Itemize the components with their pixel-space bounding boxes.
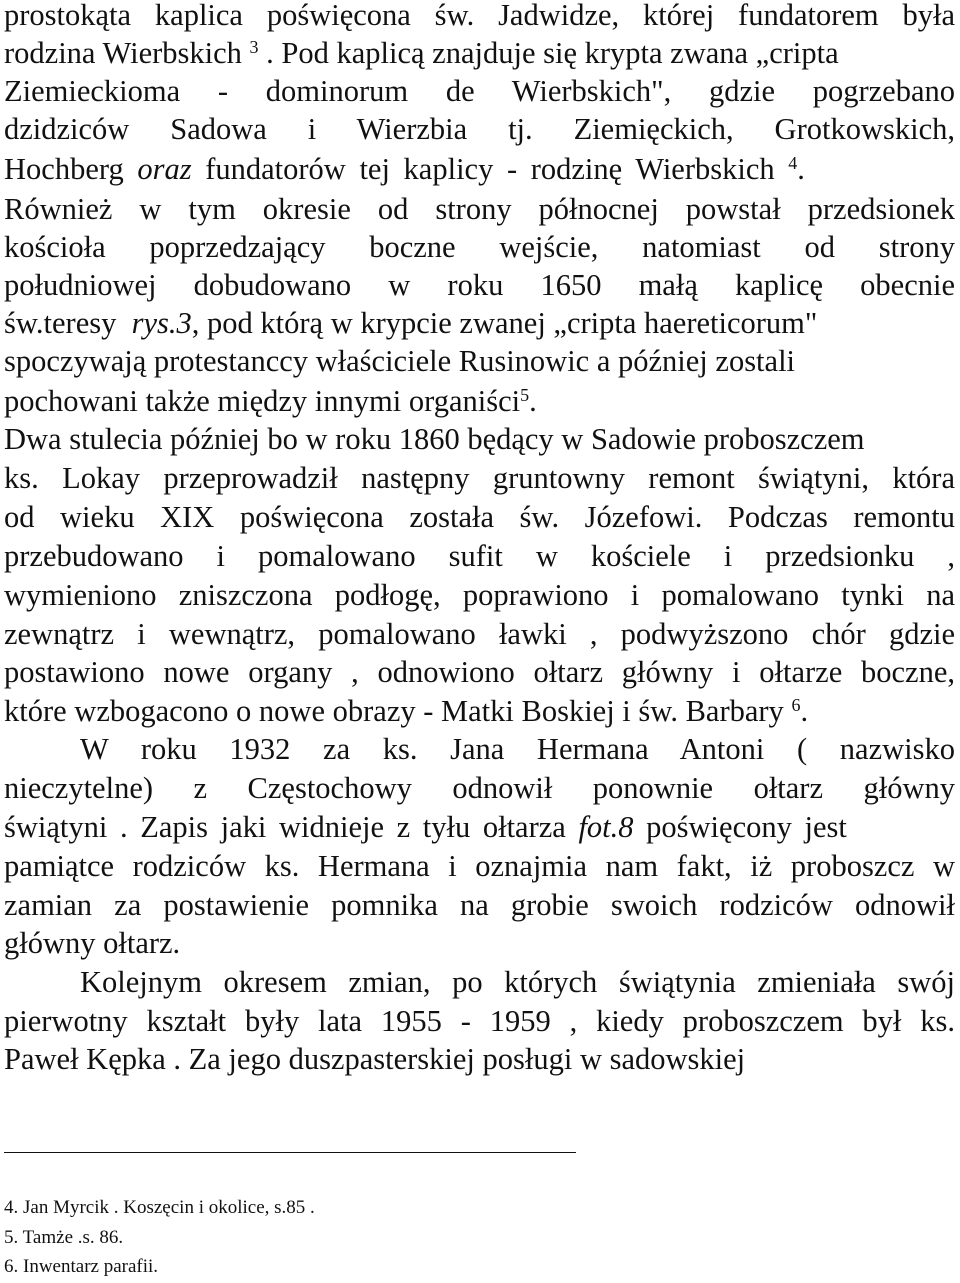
text-line-20: W roku 1932 za ks. Jana Hermana Antoni ( nazwisko (80, 732, 955, 766)
footnote-ref-4: 4 (788, 153, 798, 173)
text-line-24: zamian za postawienie pomnika na grobie swoich rodziców odnowił (4, 888, 955, 922)
text-line-6: Również w tym okresie od strony północnej powstał przedsionek (4, 192, 955, 226)
footnote-ref-3: 3 (249, 37, 259, 57)
text-line-8: południowej dobudowano w roku 1650 małą kaplicę obecnie (4, 268, 955, 302)
text-line-22: świątyni . Zapis jaki widnieje z tyłu ołtarza fot.8 poświęcony jest (4, 810, 847, 844)
text-line-19: które wzbogacono o nowe obrazy - Matki Boskiej i św. Barbary $^6$. (4, 694, 809, 728)
text-line-10: spoczywają protestanccy właściciele Rusinowic a później zostali (4, 344, 796, 378)
footnote-4: 4. Jan Myrcik . Koszęcin i okolice, s.85 . (4, 1197, 315, 1218)
footnote-6: 6. Inwentarz parafii. (4, 1256, 159, 1277)
text-line-12: Dwa stulecia później bo w roku 1860 będący w Sadowie proboszczem (4, 422, 865, 456)
text-line-2: rodzina Wierbskich $^3$ . Pod kaplicą znajduje się krypta zwana „cripta (4, 36, 839, 70)
text-line-23: pamiątce rodziców ks. Hermana i oznajmia nam fakt, iż proboszcz w (4, 849, 955, 883)
footnote-5: 5. Tamże .s. 86. (4, 1227, 124, 1248)
text-line-3: Ziemieckioma - dominorum de Wierbskich", gdzie pogrzebano (4, 74, 955, 108)
text-line-9: św.teresy rys.3, pod którą w krypcie zwanej „cripta haereticorum" (4, 306, 818, 340)
text-line-18: postawiono nowe organy , odnowiono ołtarz główny i ołtarze boczne, (4, 655, 955, 689)
text-line-16: wymieniono zniszczona podłogę, poprawiono i pomalowano tynki na (4, 578, 955, 612)
text-line-5: Hochberg oraz fundatorów tej kaplicy - rodzinę Wierbskich $^4$. (4, 152, 805, 186)
text-line-14: od wieku XIX poświęcona została św. Józefowi. Podczas remontu (4, 500, 955, 534)
text-line-17: zewnątrz i wewnątrz, pomalowano ławki , podwyższono chór gdzie (4, 617, 955, 651)
text-line-15: przebudowano i pomalowano sufit w kościele i przedsionku , (4, 539, 955, 573)
text-line-11: pochowani także między innymi organiści$^5$. (4, 384, 537, 418)
text-line-1: prostokąta kaplica poświęcona św. Jadwidze, której fundatorem była (4, 0, 955, 32)
footnote-ref-5: 5 (520, 385, 530, 405)
text-line-28: Paweł Kępka . Za jego duszpasterskiej posługi w sadowskiej (4, 1042, 746, 1076)
text-line-4: dzidziców Sadowa i Wierzbia tj. Ziemięckich, Grotkowskich, (4, 112, 955, 146)
text-line-13: ks. Lokay przeprowadził następny gruntowny remont świątyni, która (4, 461, 955, 495)
text-line-7: kościoła poprzedzający boczne wejście, natomiast od strony (4, 230, 955, 264)
text-line-21: nieczytelne) z Częstochowy odnowił ponownie ołtarz główny (4, 771, 955, 805)
text-line-27: pierwotny kształt były lata 1955 - 1959 , kiedy proboszczem był ks. (4, 1004, 955, 1038)
footnote-ref-6: 6 (791, 695, 801, 715)
text-line-25: główny ołtarz. (4, 926, 181, 960)
footnote-separator (4, 1152, 576, 1153)
text-line-26: Kolejnym okresem zmian, po których świątynia zmieniała swój (80, 965, 955, 999)
